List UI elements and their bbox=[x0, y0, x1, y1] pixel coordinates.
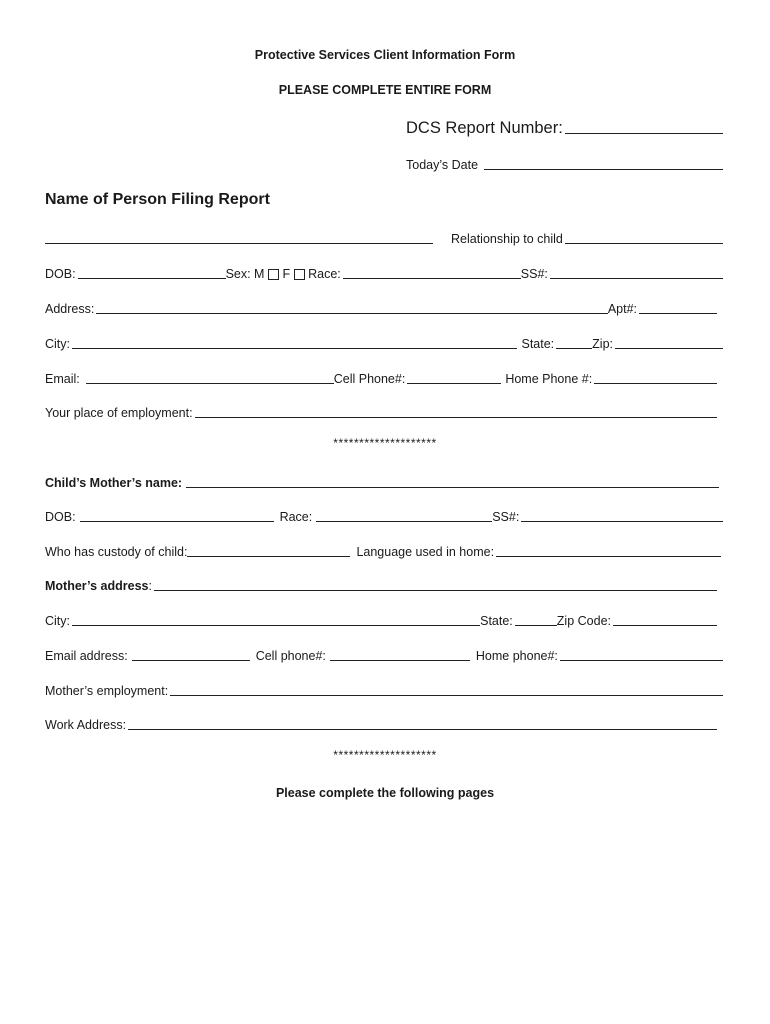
mother-state-label: State: bbox=[480, 614, 513, 628]
filer-name-field[interactable] bbox=[45, 229, 433, 244]
mother-dob-field[interactable] bbox=[80, 507, 274, 522]
mother-dob-label: DOB: bbox=[45, 510, 76, 524]
mother-cell-field[interactable] bbox=[330, 646, 470, 661]
todays-date-field[interactable] bbox=[484, 155, 723, 170]
mother-city-field[interactable] bbox=[72, 611, 480, 626]
filer-zip-field[interactable] bbox=[615, 334, 723, 349]
mother-employment-label: Mother’s employment: bbox=[45, 684, 169, 698]
relationship-field[interactable] bbox=[565, 229, 723, 244]
footer-note: Please complete the following pages bbox=[275, 786, 495, 800]
mother-email-label: Email address: bbox=[45, 649, 128, 663]
mother-contact-row bbox=[45, 645, 725, 663]
filer-city-field[interactable] bbox=[72, 334, 517, 349]
filer-address-row bbox=[45, 298, 719, 316]
mother-home-label: Home phone#: bbox=[475, 649, 558, 663]
filer-email-field[interactable] bbox=[86, 369, 334, 384]
filer-section-heading: Name of Person Filing Report bbox=[45, 191, 270, 208]
mother-race-field[interactable] bbox=[316, 507, 492, 522]
filer-employment-row bbox=[45, 402, 719, 420]
mother-employment-row bbox=[45, 680, 725, 698]
mother-email-field[interactable] bbox=[132, 646, 250, 661]
filer-employment-field[interactable] bbox=[195, 403, 717, 418]
work-address-label: Work Address: bbox=[45, 718, 127, 732]
filer-dob-row bbox=[45, 263, 725, 281]
mother-custody-row bbox=[45, 541, 723, 559]
filer-address-label: Address: bbox=[45, 302, 95, 316]
dcs-report-label: DCS Report Number: bbox=[406, 119, 563, 137]
form-instruction: PLEASE COMPLETE ENTIRE FORM bbox=[278, 83, 492, 97]
separator-1: ******************** bbox=[333, 436, 437, 450]
mother-cell-label: Cell phone#: bbox=[255, 649, 326, 663]
custody-field[interactable] bbox=[187, 542, 350, 557]
mother-dob-row bbox=[45, 506, 725, 524]
mother-address-row bbox=[45, 575, 719, 593]
filer-address-field[interactable] bbox=[96, 299, 607, 314]
filer-cell-label: Cell Phone#: bbox=[333, 372, 406, 386]
filer-state-label: State: bbox=[521, 337, 555, 351]
language-label: Language used in home: bbox=[356, 545, 495, 559]
todays-date-label: Today’s Date bbox=[406, 158, 479, 172]
mother-employment-field[interactable] bbox=[170, 681, 723, 696]
todays-date-row bbox=[406, 154, 725, 172]
filer-email-label: Email: bbox=[45, 372, 80, 386]
filer-sex-label: Sex: M bbox=[225, 267, 265, 281]
mother-city-label: City: bbox=[45, 614, 70, 628]
filer-home-field[interactable] bbox=[594, 369, 717, 384]
mother-zip-field[interactable] bbox=[613, 611, 717, 626]
mother-address-label: Mother’s address bbox=[45, 579, 149, 593]
filer-apt-field[interactable] bbox=[639, 299, 717, 314]
filer-ss-field[interactable] bbox=[550, 264, 723, 279]
mother-race-label: Race: bbox=[279, 510, 313, 524]
mother-name-row bbox=[45, 472, 721, 490]
dcs-report-number-field[interactable] bbox=[565, 119, 723, 134]
filer-name-row bbox=[45, 228, 725, 246]
mother-work-address-row bbox=[45, 714, 719, 732]
mother-name-label: Child’s Mother’s name: bbox=[45, 476, 183, 490]
mother-city-row bbox=[45, 610, 719, 628]
filer-state-field[interactable] bbox=[556, 334, 592, 349]
mother-ss-field[interactable] bbox=[521, 507, 723, 522]
filer-race-label: Race: bbox=[308, 267, 341, 281]
sex-m-checkbox[interactable] bbox=[268, 269, 279, 280]
mother-home-field[interactable] bbox=[560, 646, 723, 661]
filer-apt-label: Apt#: bbox=[607, 302, 637, 316]
mother-state-field[interactable] bbox=[515, 611, 557, 626]
filer-race-field[interactable] bbox=[343, 264, 521, 279]
filer-dob-label: DOB: bbox=[45, 267, 76, 281]
filer-zip-label: Zip: bbox=[592, 337, 613, 351]
filer-cell-field[interactable] bbox=[407, 369, 501, 384]
filer-employment-label: Your place of employment: bbox=[45, 406, 193, 420]
form-title: Protective Services Client Information Form bbox=[254, 48, 516, 62]
language-field[interactable] bbox=[496, 542, 721, 557]
filer-city-row bbox=[45, 333, 725, 351]
custody-label: Who has custody of child: bbox=[45, 545, 188, 559]
relationship-label: Relationship to child bbox=[451, 232, 563, 246]
work-address-field[interactable] bbox=[128, 715, 717, 730]
mother-address-field[interactable] bbox=[154, 576, 717, 591]
mother-zip-label: Zip Code: bbox=[556, 614, 611, 628]
mother-address-colon: : bbox=[148, 579, 152, 593]
dcs-report-row bbox=[406, 116, 725, 138]
sex-f-checkbox[interactable] bbox=[294, 269, 305, 280]
filer-contact-row bbox=[45, 368, 719, 386]
mother-name-field[interactable] bbox=[186, 473, 719, 488]
filer-ss-label: SS#: bbox=[520, 267, 548, 281]
filer-city-label: City: bbox=[45, 337, 70, 351]
filer-home-label: Home Phone #: bbox=[505, 372, 593, 386]
separator-2: ******************** bbox=[333, 748, 437, 762]
mother-ss-label: SS#: bbox=[492, 510, 520, 524]
filer-dob-field[interactable] bbox=[78, 264, 226, 279]
filer-sex-f-label: F bbox=[282, 267, 291, 281]
